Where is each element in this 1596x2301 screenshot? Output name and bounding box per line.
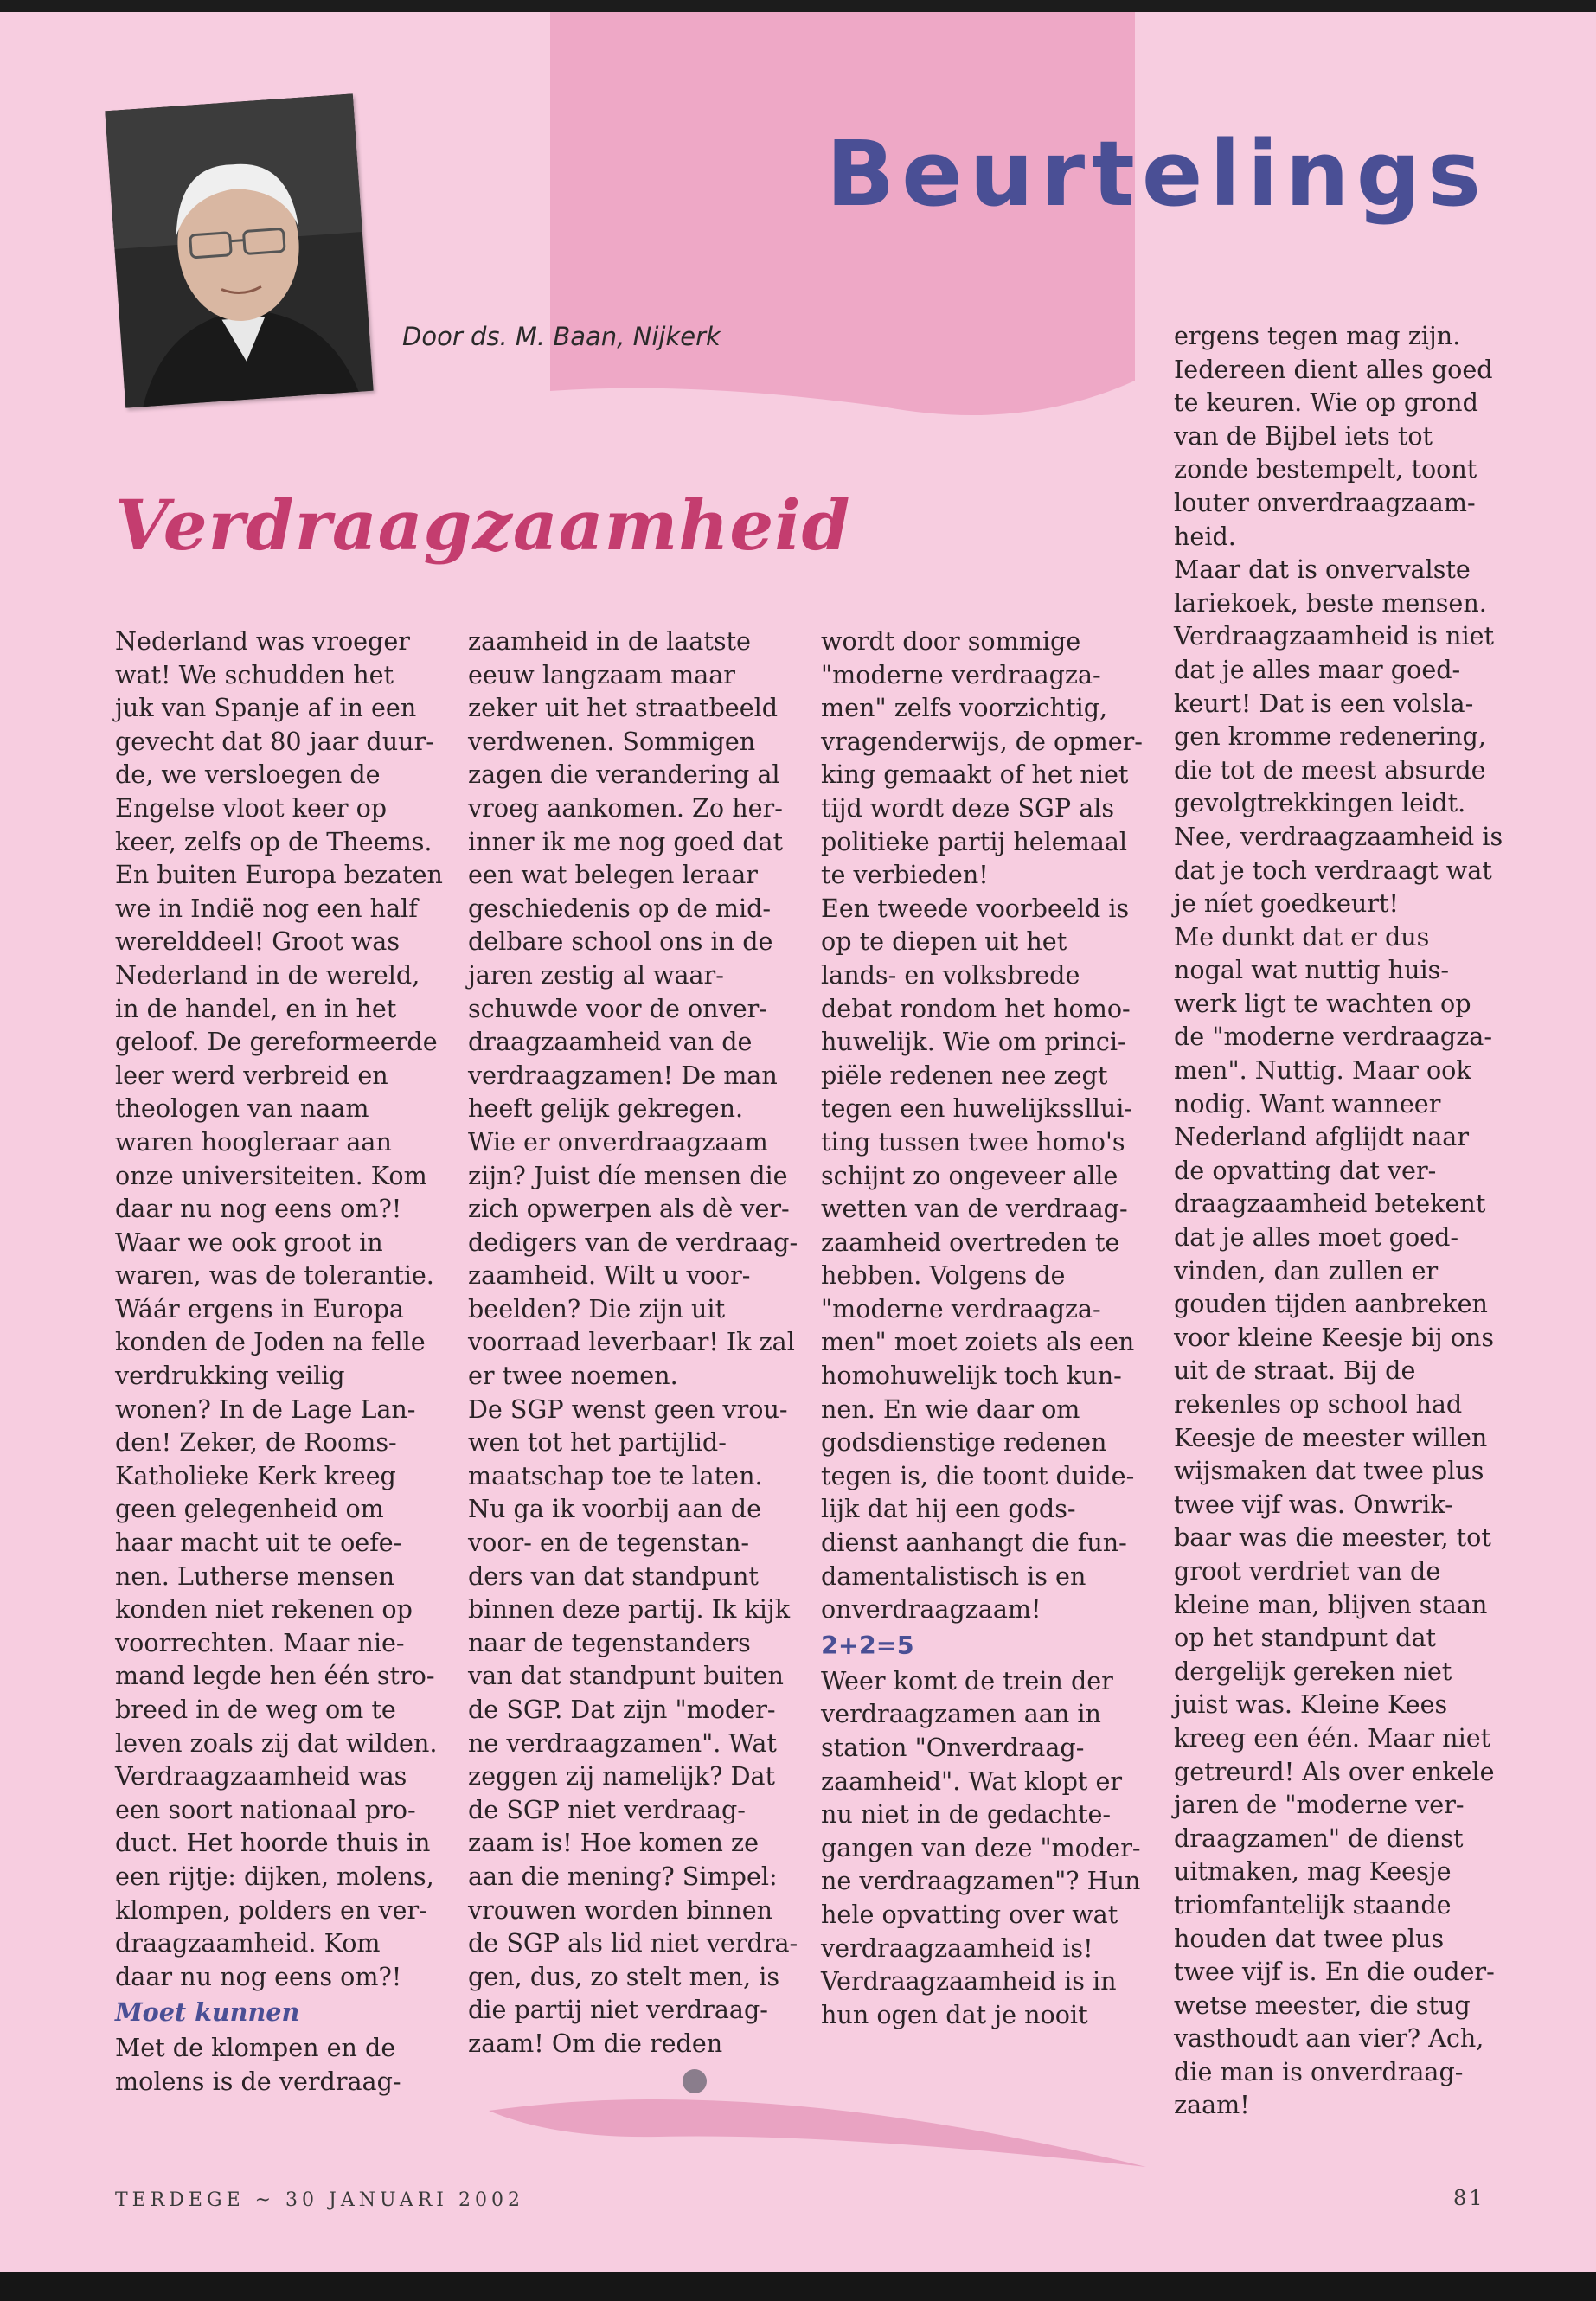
text-line: juk van Spanje af in een <box>115 693 417 723</box>
text-line: Katholieke Kerk kreeg <box>115 1460 396 1490</box>
text-line: dienst aanhangt die fun- <box>821 1528 1127 1558</box>
text-line: mand legde hen één stro- <box>115 1661 435 1691</box>
bullet-dot <box>683 2069 707 2093</box>
text-line: homohuwelijk toch kun- <box>821 1361 1122 1391</box>
text-line: gevolgtrekkingen leidt. <box>1174 788 1466 818</box>
text-line: nodig. Want wanneer <box>1174 1088 1441 1118</box>
author-photo <box>105 93 373 407</box>
text-line: lariekoek, beste mensen. <box>1174 587 1487 618</box>
text-line: daar nu nog eens om?! <box>115 1961 402 1991</box>
text-line: ting tussen twee homo's <box>821 1126 1125 1157</box>
text-line: je níet goedkeurt! <box>1174 888 1399 919</box>
text-line: gangen van deze "moder- <box>821 1832 1141 1862</box>
text-line: die man is onverdraag- <box>1174 2056 1464 2086</box>
text-line: En buiten Europa bezaten <box>115 860 443 890</box>
text-line: draagzamen" de dienst <box>1174 1823 1464 1853</box>
text-line: ergens tegen mag zijn. <box>1174 321 1461 350</box>
series-title: Beurtelings <box>826 121 1489 227</box>
text-line: eeuw langzaam maar <box>468 659 735 689</box>
text-line: triomfantelijk staande <box>1174 1889 1452 1920</box>
text-line: uitmaken, mag Keesje <box>1174 1856 1452 1887</box>
article-column-1 <box>115 625 452 2099</box>
text-line: dergelijk gereken niet <box>1174 1656 1452 1686</box>
text-line: keer, zelfs op de Theems. <box>115 826 433 856</box>
text-line: dat je toch verdraagt wat <box>1174 855 1492 885</box>
text-line: te verbieden! <box>821 860 989 890</box>
text-line: ne verdraagzamen". Wat <box>468 1727 777 1758</box>
text-line: vroeg aankomen. Zo her- <box>468 792 783 823</box>
text-line: station "Onverdraag- <box>821 1733 1085 1762</box>
text-line: den! Zeker, de Rooms- <box>115 1427 397 1458</box>
text-line: getreurd! Als over enkele <box>1174 1756 1495 1786</box>
text-line: zich opwerpen als dè ver- <box>468 1194 790 1224</box>
text-line: Nederland afglijdt naar <box>1174 1122 1469 1152</box>
text-line: houden dat twee plus <box>1174 1923 1445 1953</box>
text-line: naar de tegenstanders <box>468 1627 751 1657</box>
text-line: we in Indië nog een half <box>115 893 418 923</box>
text-line: zeggen zij namelijk? Dat <box>468 1761 776 1791</box>
text-line: de opvatting dat ver- <box>1174 1155 1437 1185</box>
text-line: Maar dat is onvervalste <box>1174 554 1471 585</box>
text-line: De SGP wenst geen vrou- <box>468 1394 788 1424</box>
text-line: nen. Lutherse mensen <box>115 1561 394 1591</box>
text-line: draagzaamheid van de <box>468 1027 753 1057</box>
text-line: leven zoals zij dat wilden. <box>115 1727 438 1758</box>
text-line: konden de Joden na felle <box>115 1327 426 1357</box>
text-line: waren hoogleraar aan <box>115 1126 392 1157</box>
text-line: wen tot het partijlid- <box>468 1427 727 1458</box>
text-line: zaamheid". Wat klopt er <box>821 1766 1123 1796</box>
text-line: wordt door sommige <box>821 626 1081 656</box>
text-line: er twee noemen. <box>468 1361 678 1391</box>
text-line: "moderne verdraagza- <box>821 1293 1101 1324</box>
text-line: baar was die meester, tot <box>1174 1522 1491 1553</box>
text-line: de SGP. Dat zijn "moder- <box>468 1695 776 1724</box>
col2-body <box>468 625 805 2061</box>
text-line: verdraagzaamheid is! <box>821 1932 1093 1963</box>
text-line: de, we versloegen de <box>115 760 381 790</box>
text-line: een rijtje: dijken, molens, <box>115 1861 434 1891</box>
text-line: men" zelfs voorzichtig, <box>821 693 1108 723</box>
text-line: ne verdraagzamen"? Hun <box>821 1866 1141 1896</box>
text-line: geschiedenis op de mid- <box>468 893 772 923</box>
text-line: molens is de verdraag- <box>115 2066 401 2096</box>
text-line: een soort nationaal pro- <box>115 1794 416 1824</box>
text-line: te keuren. Wie op grond <box>1174 388 1478 418</box>
text-line: maatschap toe te laten. <box>468 1460 763 1490</box>
text-line: verdraagzamen aan in <box>821 1699 1101 1729</box>
text-line: rekenles op school had <box>1174 1389 1463 1419</box>
text-line: heeft gelijk gekregen. <box>468 1093 744 1124</box>
text-line: zaamheid. Wilt u voor- <box>468 1260 751 1291</box>
subhead-moet-kunnen: Moet kunnen <box>115 1997 300 2028</box>
text-line: vinden, dan zullen er <box>1174 1255 1439 1285</box>
text-line: leer werd verbreid en <box>115 1060 388 1090</box>
text-line: beelden? Die zijn uit <box>468 1293 726 1324</box>
col3-body <box>821 625 1158 1626</box>
text-line: geen gelegenheid om <box>115 1494 384 1524</box>
text-line: Keesje de meester willen <box>1174 1422 1488 1452</box>
text-line: Met de klompen en de <box>115 2033 396 2063</box>
article-column-4 <box>1174 319 1511 2122</box>
text-line: de SGP als lid niet verdra- <box>468 1928 798 1958</box>
text-line: zaam is! Hoe komen ze <box>468 1828 759 1858</box>
text-line: Iedereen dient alles goed <box>1174 354 1493 384</box>
text-line: tegen een huwelijkssllui- <box>821 1093 1133 1124</box>
text-line: wat! We schudden het <box>115 659 394 689</box>
text-line: theologen van naam <box>115 1093 369 1124</box>
text-line: piële redenen nee zegt <box>821 1060 1108 1090</box>
col3-body-after <box>821 1664 1158 2032</box>
text-line: draagzaamheid. Kom <box>115 1928 381 1958</box>
text-line: Wáár ergens in Europa <box>115 1293 404 1324</box>
text-line: dedigers van de verdraag- <box>468 1227 798 1257</box>
text-line: daar nu nog eens om?! <box>115 1194 402 1224</box>
text-line: twee vijf was. Onwrik- <box>1174 1489 1453 1519</box>
text-line: klompen, polders en ver- <box>115 1894 427 1925</box>
footer-issue: TERDEGE ~ 30 JANUARI 2002 <box>115 2189 524 2211</box>
text-line: onze universiteiten. Kom <box>115 1160 427 1190</box>
text-line: damentalistisch is en <box>821 1561 1086 1591</box>
text-line: nen. En wie daar om <box>821 1394 1080 1424</box>
text-line: voorraad leverbaar! Ik zal <box>468 1327 795 1357</box>
text-line: aan die mening? Simpel: <box>468 1861 778 1891</box>
text-line: hun ogen dat je nooit <box>821 1999 1088 2029</box>
text-line: vasthoudt aan vier? Ach, <box>1174 2023 1484 2054</box>
text-line: debat rondom het homo- <box>821 993 1131 1023</box>
text-line: zaam! <box>1174 2090 1250 2120</box>
text-line: zaamheid overtreden te <box>821 1227 1120 1257</box>
text-line: delbare school ons in de <box>468 926 773 957</box>
text-line: geloof. De gereformeerde <box>115 1027 438 1057</box>
text-line: gouden tijden aanbreken <box>1174 1289 1488 1319</box>
text-line: keurt! Dat is een volsla- <box>1174 688 1474 718</box>
article-column-3 <box>821 625 1158 2031</box>
text-line: de SGP niet verdraag- <box>468 1794 746 1824</box>
text-line: Verdraagzaamheid is in <box>821 1966 1117 1997</box>
text-line: men" moet zoiets als een <box>821 1327 1135 1357</box>
text-line: kreeg een één. Maar niet <box>1174 1722 1491 1753</box>
text-line: zonde bestempelt, toont <box>1174 454 1477 484</box>
text-line: vragenderwijs, de opmer- <box>821 726 1143 756</box>
text-line: Me dunkt dat er dus <box>1174 921 1430 952</box>
text-line: schijnt zo ongeveer alle <box>821 1160 1118 1190</box>
text-line: jaren zestig al waar- <box>468 959 724 990</box>
text-line: konden niet rekenen op <box>115 1594 413 1625</box>
text-line: twee vijf is. En die ouder- <box>1174 1957 1495 1987</box>
text-line: breed in de weg om te <box>115 1695 396 1724</box>
text-line: lijk dat hij een gods- <box>821 1494 1076 1524</box>
text-line: vrouwen worden binnen <box>468 1894 773 1925</box>
page-number: 81 <box>1453 2186 1485 2210</box>
text-line: op te diepen uit het <box>821 926 1067 957</box>
text-line: zeker uit het straatbeeld <box>468 693 779 723</box>
text-line: verdraagzamen! De man <box>468 1060 778 1090</box>
bottom-swoosh <box>489 2099 1146 2167</box>
article-column-2 <box>468 625 805 2061</box>
text-line: onverdraagzaam! <box>821 1594 1042 1625</box>
text-line: schuwde voor de onver- <box>468 993 768 1023</box>
text-line: uit de straat. Bij de <box>1174 1356 1416 1386</box>
text-line: tegen is, die toont duide- <box>821 1460 1135 1490</box>
text-line: dat je alles moet goed- <box>1174 1222 1459 1253</box>
text-line: wetten van de verdraag- <box>821 1194 1128 1224</box>
text-line: ders van dat standpunt <box>468 1561 759 1591</box>
text-line: haar macht uit te oefe- <box>115 1528 402 1558</box>
text-line: een wat belegen leraar <box>468 860 758 890</box>
text-line: "moderne verdraagza- <box>821 659 1101 689</box>
text-line: duct. Het hoorde thuis in <box>115 1828 431 1858</box>
text-line: waren, was de tolerantie. <box>115 1260 434 1291</box>
text-line: Nu ga ik voorbij aan de <box>468 1494 762 1524</box>
text-line: Waar we ook groot in <box>115 1227 383 1257</box>
text-line: gen, dus, zo stelt men, is <box>468 1961 780 1991</box>
text-line: verdwenen. Sommigen <box>468 726 756 756</box>
author-byline: Door ds. M. Baan, Nijkerk <box>402 322 721 351</box>
text-line: nu niet in de gedachte- <box>821 1799 1112 1830</box>
text-line: de "moderne verdraagza- <box>1174 1022 1493 1052</box>
text-line: juist was. Kleine Kees <box>1174 1689 1448 1720</box>
text-line: gen kromme redenering, <box>1174 721 1486 752</box>
article-title: Verdraagzaamheid <box>115 484 851 566</box>
text-line: Nederland in de wereld, <box>115 959 420 990</box>
text-line: dat je alles maar goed- <box>1174 654 1461 684</box>
text-line: Een tweede voorbeeld is <box>821 893 1130 923</box>
text-line: huwelijk. Wie om princi- <box>821 1027 1126 1057</box>
text-line: binnen deze partij. Ik kijk <box>468 1594 791 1625</box>
text-line: die partij niet verdraag- <box>468 1995 768 2025</box>
text-line: gevecht dat 80 jaar duur- <box>115 726 434 756</box>
text-line: hebben. Volgens de <box>821 1260 1066 1291</box>
text-line: heid. <box>1174 521 1236 551</box>
text-line: Verdraagzaamheid was <box>115 1761 407 1791</box>
text-line: wonen? In de Lage Lan- <box>115 1394 416 1424</box>
text-line: wetse meester, die stug <box>1174 1990 1471 2020</box>
text-line: hele opvatting over wat <box>821 1899 1118 1929</box>
text-line: men". Nuttig. Maar ook <box>1174 1055 1471 1086</box>
text-line: Wie er onverdraagzaam <box>468 1126 768 1157</box>
subhead-2plus2: 2+2=5 <box>821 1630 914 1660</box>
text-line: verdrukking veilig <box>115 1361 345 1391</box>
text-line: Verdraagzaamheid is niet <box>1174 621 1495 651</box>
text-line: politieke partij helemaal <box>821 826 1128 856</box>
text-line: van dat standpunt buiten <box>468 1661 784 1691</box>
text-line: zijn? Juist díe mensen die <box>468 1160 788 1190</box>
text-line: groot verdriet van de <box>1174 1555 1441 1586</box>
text-line: Engelse vloot keer op <box>115 792 388 823</box>
text-line: Weer komt de trein der <box>821 1665 1113 1695</box>
text-line: louter onverdraagzaam- <box>1174 487 1476 517</box>
text-line: voor- en de tegenstan- <box>468 1528 750 1558</box>
text-line: zaam! Om die reden <box>468 2028 723 2058</box>
text-line: voor kleine Keesje bij ons <box>1174 1322 1495 1352</box>
text-line: werk ligt te wachten op <box>1174 988 1471 1018</box>
bottom-edge <box>0 2272 1596 2301</box>
author-portrait-icon <box>105 93 373 407</box>
text-line: jaren de "moderne ver- <box>1174 1790 1465 1820</box>
col1-body <box>115 625 452 1993</box>
text-line: voorrechten. Maar nie- <box>115 1627 405 1657</box>
text-line: draagzaamheid betekent <box>1174 1189 1486 1219</box>
text-line: kleine man, blijven staan <box>1174 1589 1488 1619</box>
text-line: die tot de meest absurde <box>1174 754 1486 785</box>
text-line: wijsmaken dat twee plus <box>1174 1456 1484 1486</box>
text-line: van de Bijbel iets tot <box>1174 420 1433 451</box>
text-line: in de handel, en in het <box>115 993 397 1023</box>
text-line: nogal wat nuttig huis- <box>1174 955 1449 985</box>
text-line: zaamheid in de laatste <box>468 626 751 656</box>
text-line: lands- en volksbrede <box>821 959 1080 990</box>
text-line: Nee, verdraagzaamheid is <box>1174 821 1503 851</box>
text-line: op het standpunt dat <box>1174 1623 1437 1653</box>
text-line: werelddeel! Groot was <box>115 926 401 957</box>
col1-body-after <box>115 2031 452 2098</box>
text-line: godsdienstige redenen <box>821 1427 1107 1458</box>
text-line: Nederland was vroeger <box>115 626 410 656</box>
text-line: king gemaakt of het niet <box>821 760 1129 790</box>
text-line: zagen die verandering al <box>468 760 780 790</box>
text-line: inner ik me nog goed dat <box>468 826 784 856</box>
text-line: tijd wordt deze SGP als <box>821 792 1115 823</box>
col4-body <box>1174 319 1511 2122</box>
